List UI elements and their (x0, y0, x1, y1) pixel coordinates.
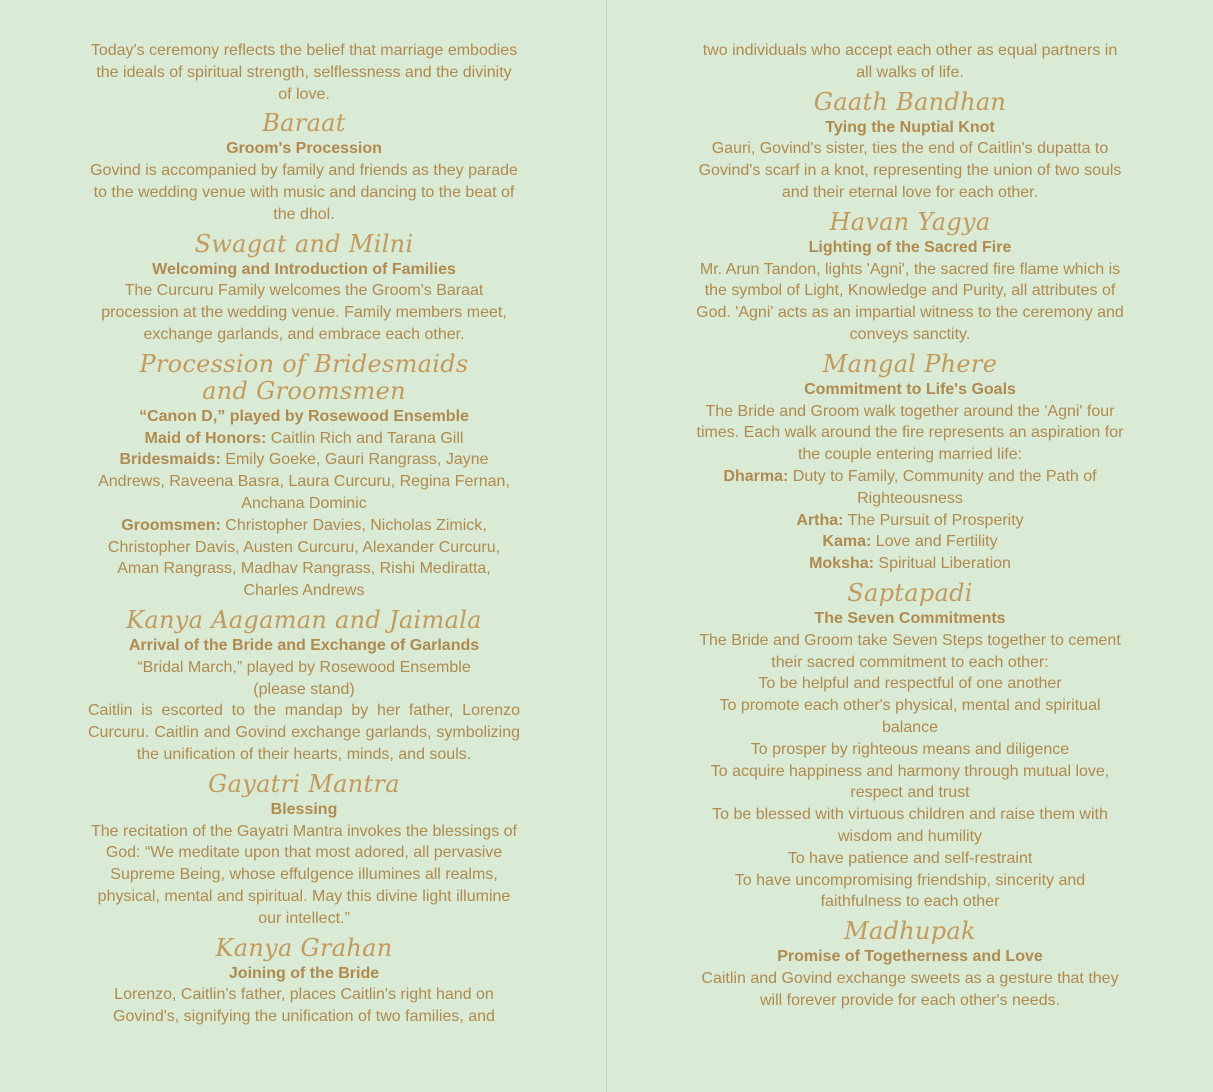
madhupak-title: Madhupak (844, 917, 976, 946)
gaath-subtitle: Tying the Nuptial Knot (825, 118, 995, 136)
goal-text: Duty to Family, Community and the Path of Righteousness (788, 467, 1097, 507)
maid-label: Maid of Honors: (144, 429, 267, 447)
goal-moksha (694, 553, 1126, 575)
kanya-aagaman-text: Caitlin is escorted to the mandap by her father, Lorenzo Curcuru. Caitlin and Govind exchange garlands, symbolizing the unification of their hearts, minds, and souls. (88, 702, 520, 763)
saptapadi-subtitle: The Seven Commitments (814, 609, 1006, 627)
swagat-subtitle: Welcoming and Introduction of Families (152, 260, 456, 278)
bridesmaids (88, 449, 520, 514)
gaath-text: Gauri, Govind's sister, ties the end of Caitlin's dupatta to Govind's scarf in a knot, representing the union of two souls and their eternal love for each other. (698, 140, 1122, 201)
goal-dharma (694, 466, 1126, 510)
swagat-text: The Curcuru Family welcomes the Groom's Baraat procession at the wedding venue. Family members meet, exchange garlands, and embrace each other. (101, 282, 507, 343)
havan-text: Mr. Arun Tandon, lights 'Agni', the sacred fire flame which is the symbol of Light, Knowledge and Purity, all attributes of God. 'Agni' acts as an impartial witness to the ceremony and conveys sanctity. (696, 260, 1124, 343)
step-item: To prosper by righteous means and diligence (750, 740, 1070, 758)
procession-title: Procession of Bridesmaids and Groomsmen (139, 349, 469, 405)
right-page (694, 40, 1126, 1011)
mangal-title: Mangal Phere (822, 349, 998, 378)
kanya-grahan-text: Lorenzo, Caitlin's father, places Caitlin's right hand on Govind's, signifying the unification of two families, and (113, 986, 495, 1026)
goal-label: Dharma: (723, 467, 789, 485)
saptapadi-title: Saptapadi (847, 578, 973, 607)
groomsmen-label: Groomsmen: (121, 516, 221, 534)
gayatri-subtitle: Blessing (270, 800, 338, 818)
groomsmen (88, 515, 520, 602)
goal-label: Kama: (822, 533, 872, 551)
step-item: To have uncompromising friendship, sincerity and faithfulness to each other (734, 871, 1086, 911)
gayatri-text: The recitation of the Gayatri Mantra invokes the blessings of God: “We meditate upon that most adored, all pervasive Supreme Being, whose effulgence illumines all realms, physical, mental and spiritual. May this divine light illumine our intellect.” (91, 822, 517, 927)
goal-kama (694, 531, 1126, 553)
havan-subtitle: Lighting of the Sacred Fire (808, 238, 1012, 256)
goal-text: Spiritual Liberation (873, 555, 1011, 573)
baraat-text: Govind is accompanied by family and friends as they parade to the wedding venue with music and dancing to the beat of the dhol. (90, 162, 518, 223)
step-item: To acquire happiness and harmony through mutual love, respect and trust (710, 762, 1110, 802)
goal-text: The Pursuit of Prosperity (843, 511, 1024, 529)
mangal-text: The Bride and Groom walk together around the 'Agni' four times. Each walk around the fire represents an aspiration for the couple entering married life: (696, 402, 1124, 464)
saptapadi-text: The Bride and Groom take Seven Steps together to cement their sacred commitment to each other: (699, 631, 1121, 671)
kanya-aagaman-title: Kanya Aagaman and Jaimala (126, 605, 482, 634)
goal-text: Love and Fertility (871, 533, 998, 551)
kanya-aagaman-subtitle: Arrival of the Bride and Exchange of Garlands (128, 636, 480, 654)
please-stand: (please stand) (253, 680, 355, 698)
goal-label: Moksha: (809, 555, 874, 573)
bridesmaids-names: Emily Goeke, Gauri Rangrass, Jayne Andrews, Raveena Basra, Laura Curcuru, Regina Fernan, Anchana Dominic (98, 451, 510, 512)
procession-subtitle: “Canon D,” played by Rosewood Ensemble (139, 407, 469, 425)
step-item: To be helpful and respectful of one another (758, 675, 1062, 693)
step-item: To have patience and self-restraint (787, 849, 1033, 867)
maid-of-honors (88, 428, 520, 450)
left-page (88, 40, 520, 1028)
baraat-subtitle: Groom's Procession (226, 140, 382, 158)
groomsmen-names: Christopher Davies, Nicholas Zimick, Christopher Davis, Austen Curcuru, Alexander Curcuru, Aman Rangrass, Madhav Rangrass, Rishi Mediratta, Charles Andrews (107, 516, 501, 600)
page-fold (606, 0, 607, 1092)
gaath-title: Gaath Bandhan (813, 87, 1007, 116)
havan-title: Havan Yagya (829, 207, 991, 236)
bridal-march: “Bridal March,” played by Rosewood Ensemble (137, 658, 471, 676)
swagat-title: Swagat and Milni (194, 229, 414, 258)
goal-artha (694, 510, 1126, 532)
madhupak-text: Caitlin and Govind exchange sweets as a gesture that they will forever provide for each other's needs. (701, 969, 1119, 1009)
gayatri-title: Gayatri Mantra (208, 769, 400, 798)
mangal-subtitle: Commitment to Life's Goals (804, 380, 1016, 398)
madhupak-subtitle: Promise of Togetherness and Love (777, 948, 1043, 966)
intro-text: Today's ceremony reflects the belief that marriage embodies the ideals of spiritual strength, selflessness and the divinity of love. (90, 42, 518, 103)
bridesmaids-label: Bridesmaids: (119, 451, 221, 469)
step-item: To promote each other's physical, mental and spiritual balance (719, 697, 1101, 736)
goal-label: Artha: (796, 511, 844, 529)
continuation-text: two individuals who accept each other as equal partners in all walks of life. (702, 42, 1118, 81)
kanya-grahan-title: Kanya Grahan (215, 933, 393, 962)
maid-names: Caitlin Rich and Tarana Gill (266, 429, 464, 447)
baraat-title: Baraat (262, 109, 346, 138)
kanya-grahan-subtitle: Joining of the Bride (228, 964, 380, 982)
step-item: To be blessed with virtuous children and raise them with wisdom and humility (712, 806, 1108, 845)
